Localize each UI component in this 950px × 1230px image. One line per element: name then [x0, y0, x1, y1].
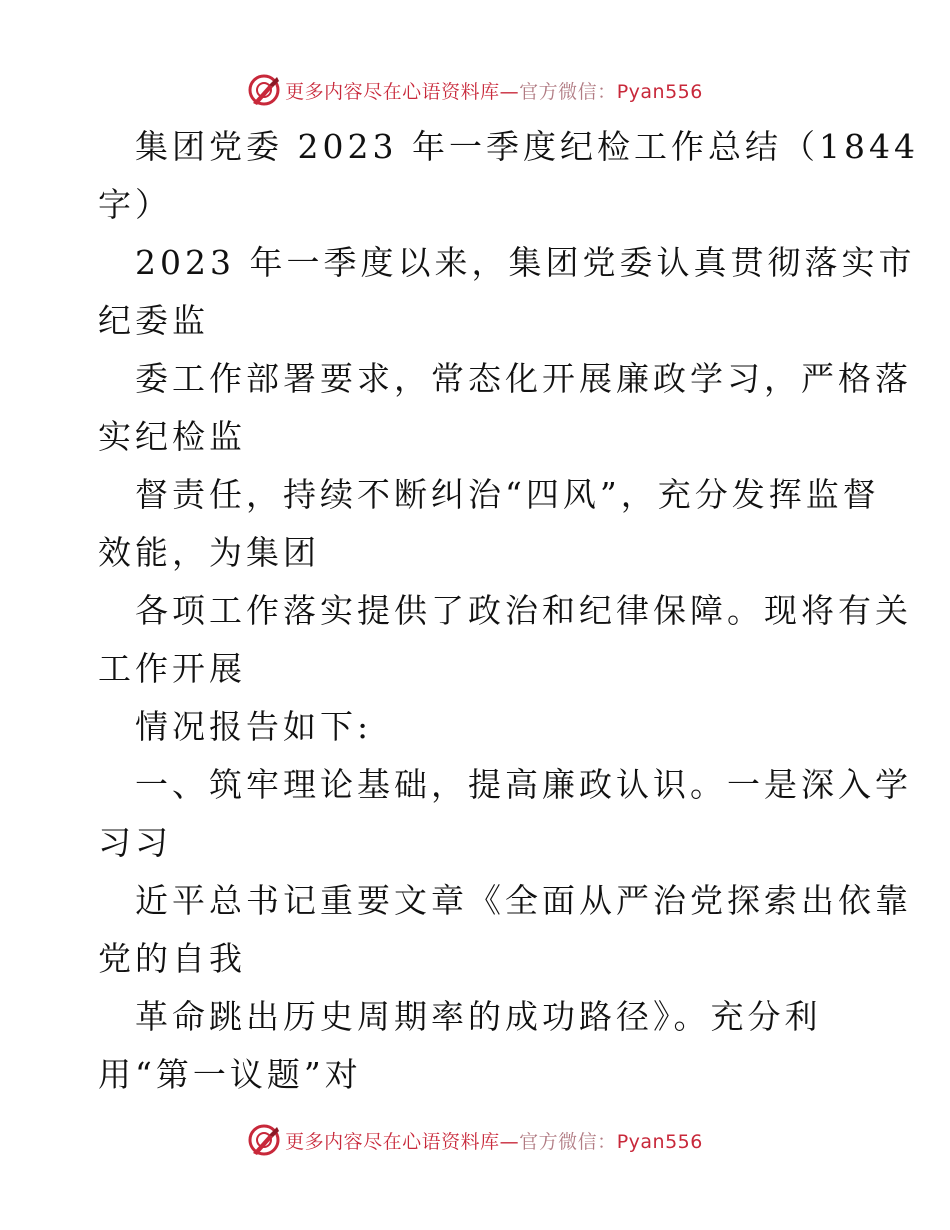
footer-watermark [0, 1120, 950, 1160]
paragraph-line: 近平总书记重要文章《全面从严治党探索出依靠 [135, 881, 912, 920]
paragraph-line: 2023 年一季度以来，集团党委认真贯彻落实市 [135, 243, 916, 282]
paragraph-line: 实纪检监 [98, 417, 246, 456]
pen-logo-icon [247, 1123, 281, 1157]
watermark-wechat-id: Pyan556 [616, 1130, 703, 1153]
header-watermark [0, 70, 950, 110]
paragraph-line: 督责任，持续不断纠治“四风”，充分发挥监督 [135, 475, 880, 514]
document-body [98, 118, 919, 1104]
paragraph-line: 纪委监 [98, 301, 209, 340]
paragraph-line: 用“第一议题”对 [98, 1055, 362, 1094]
paragraph-line: 委工作部署要求，常态化开展廉政学习，严格落 [135, 359, 912, 398]
watermark-wechat-label: 官方微信： [519, 80, 617, 103]
paragraph-line: 一、筑牢理论基础，提高廉政认识。一是深入学 [135, 765, 912, 804]
watermark-text [285, 77, 703, 104]
paragraph-line: 工作开展 [98, 649, 246, 688]
paragraph-line: 字） [98, 185, 172, 224]
paragraph-line: 各项工作落实提供了政治和纪律保障。现将有关 [135, 591, 912, 630]
paragraph-line: 集团党委 2023 年一季度纪检工作总结（1844 [135, 127, 919, 166]
paragraph-line: 习习 [98, 823, 172, 862]
paragraph-line: 革命跳出历史周期率的成功路径》。充分利 [135, 997, 822, 1036]
watermark-text [285, 1127, 703, 1154]
paragraph-line: 党的自我 [98, 939, 246, 978]
watermark-wechat-label: 官方微信： [519, 1130, 617, 1153]
paragraph-line: 情况报告如下: [135, 707, 373, 746]
watermark-wechat-id: Pyan556 [616, 80, 703, 103]
paragraph-line: 效能，为集团 [98, 533, 320, 572]
watermark-main: 更多内容尽在心语资料库— [285, 80, 520, 103]
pen-logo-icon [247, 73, 281, 107]
watermark-main: 更多内容尽在心语资料库— [285, 1130, 520, 1153]
